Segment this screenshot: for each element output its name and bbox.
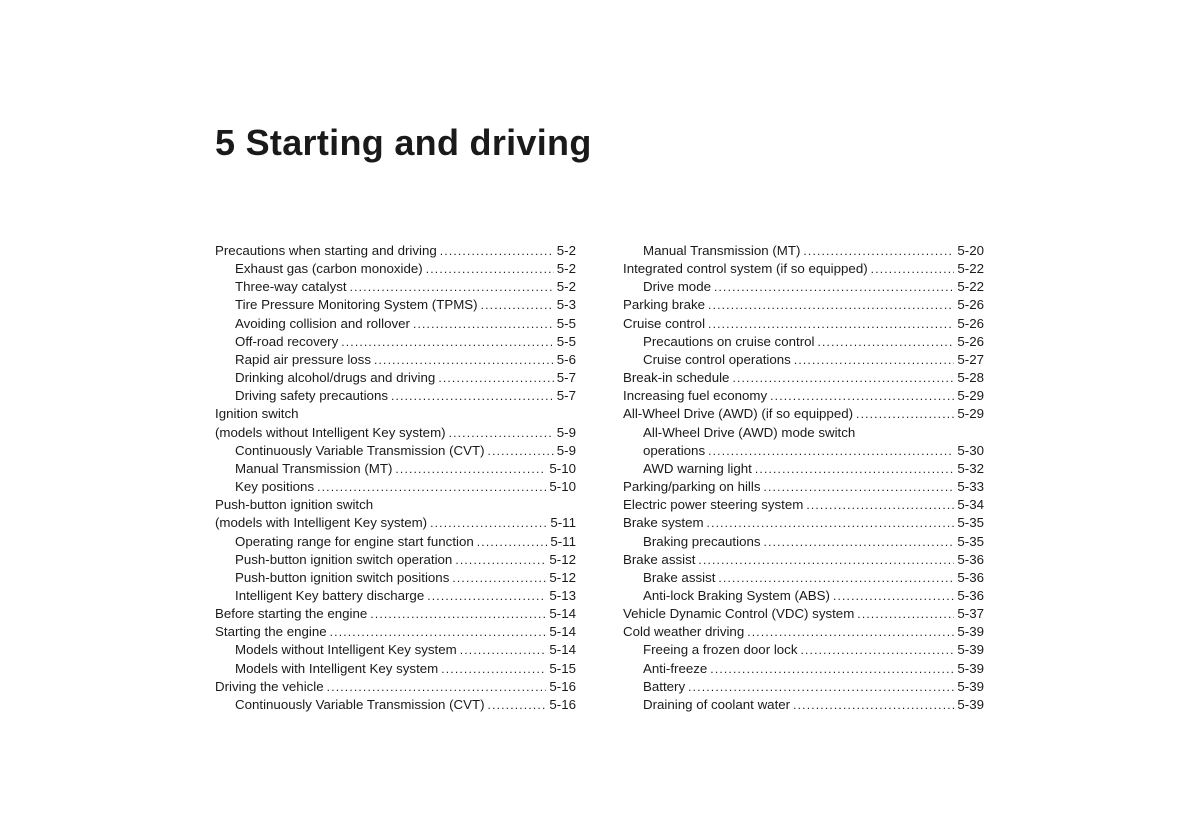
dot-leader <box>455 551 546 569</box>
toc-entry <box>215 369 576 387</box>
toc-entry <box>623 405 984 423</box>
toc-page-number: 5-22 <box>957 261 984 277</box>
toc-page-number: 5-29 <box>957 406 984 422</box>
toc-entry <box>623 387 984 405</box>
dot-leader <box>856 405 954 423</box>
toc-entry-label: Draining of coolant water <box>643 696 791 712</box>
toc-entry <box>215 278 576 296</box>
dot-leader <box>488 442 554 460</box>
toc-entry-label: Intelligent Key battery discharge <box>235 587 425 603</box>
toc-entry-label: Rapid air pressure loss <box>235 351 371 367</box>
toc-entry-label: Ignition switch <box>215 406 299 422</box>
dot-leader <box>732 369 954 387</box>
toc-entry <box>215 496 576 532</box>
toc-page-number: 5-14 <box>549 642 576 658</box>
dot-leader <box>708 315 954 333</box>
dot-leader <box>477 533 548 551</box>
toc-entry <box>215 242 576 260</box>
toc-entry-label: Continuously Variable Transmission (CVT) <box>235 696 485 712</box>
toc-entry-label: Exhaust gas (carbon monoxide) <box>235 261 423 277</box>
toc-entry <box>623 351 984 369</box>
toc-page-number: 5-28 <box>957 370 984 386</box>
toc-entry <box>623 569 984 587</box>
toc-page-number: 5-20 <box>957 243 984 258</box>
dot-leader <box>708 442 954 460</box>
toc-entry <box>623 333 984 351</box>
toc-entry-label: Increasing fuel economy <box>623 388 768 404</box>
toc-entry <box>623 369 984 387</box>
dot-leader <box>317 478 546 496</box>
dot-leader <box>395 460 546 478</box>
dot-leader <box>341 333 554 351</box>
toc-entry-label: Drinking alcohol/drugs and driving <box>235 370 436 386</box>
toc-entry-label: (models with Intelligent Key system) <box>215 515 428 531</box>
toc-entry-label: Freeing a frozen door lock <box>643 642 798 658</box>
toc-entry <box>623 514 984 532</box>
toc-entry <box>623 260 984 278</box>
toc-entry <box>215 460 576 478</box>
toc-entry <box>215 533 576 551</box>
toc-page-number: 5-27 <box>957 351 984 367</box>
dot-leader <box>764 533 955 551</box>
dot-leader <box>800 641 954 659</box>
dot-leader <box>391 387 554 405</box>
toc-entry <box>623 278 984 296</box>
toc-page-number: 5-9 <box>556 442 576 458</box>
toc-entry <box>215 569 576 587</box>
dot-leader <box>833 587 954 605</box>
toc-page-number: 5-39 <box>957 660 984 676</box>
toc-page-number: 5-2 <box>556 243 576 258</box>
toc-page-number: 5-9 <box>556 424 576 440</box>
toc-entry <box>215 551 576 569</box>
toc-page-number: 5-15 <box>549 660 576 676</box>
toc-page-number: 5-39 <box>957 624 984 640</box>
toc-entry-label: Off-road recovery <box>235 333 339 349</box>
toc-entry-label: Break-in schedule <box>623 370 730 386</box>
dot-leader <box>413 315 554 333</box>
toc-page-number: 5-14 <box>549 624 576 640</box>
toc-entry-label: Models without Intelligent Key system <box>235 642 457 658</box>
toc-entry <box>623 660 984 678</box>
dot-leader <box>440 242 554 260</box>
toc-page-number: 5-36 <box>957 569 984 585</box>
toc-page-number: 5-10 <box>549 460 576 476</box>
toc-entry-label: Cruise control <box>623 315 706 331</box>
toc-entry-label: Battery <box>643 678 686 694</box>
toc-entry <box>215 351 576 369</box>
dot-leader <box>438 369 553 387</box>
toc-entry <box>215 387 576 405</box>
dot-leader <box>707 514 955 532</box>
toc-entry-label: All-Wheel Drive (AWD) mode switch <box>643 424 856 440</box>
toc-entry <box>215 333 576 351</box>
toc-entry <box>215 605 576 623</box>
toc-entry-label: Operating range for engine start function <box>235 533 474 549</box>
toc-entry <box>623 315 984 333</box>
toc-entry <box>623 460 984 478</box>
toc-page-number: 5-11 <box>550 515 576 531</box>
toc-page-number: 5-13 <box>549 587 576 603</box>
toc-entry-label: Electric power steering system <box>623 497 804 513</box>
dot-leader <box>330 623 547 641</box>
toc-entry <box>623 242 984 260</box>
toc-page-number: 5-36 <box>957 587 984 603</box>
toc-entry-label: AWD warning light <box>643 460 752 476</box>
toc-entry-label: Driving the vehicle <box>215 678 324 694</box>
toc-page-number: 5-26 <box>957 297 984 313</box>
toc-page-number: 5-7 <box>556 370 576 386</box>
toc-entry <box>623 551 984 569</box>
toc-entry <box>623 641 984 659</box>
toc-page-number: 5-26 <box>957 333 984 349</box>
dot-leader <box>430 514 547 532</box>
toc-entry <box>623 496 984 514</box>
dot-leader <box>460 641 547 659</box>
dot-leader <box>871 260 955 278</box>
toc-page-number: 5-35 <box>957 515 984 531</box>
dot-leader <box>747 623 954 641</box>
toc-entry-label: Three-way catalyst <box>235 279 347 295</box>
dot-leader <box>817 333 954 351</box>
toc-entry <box>623 678 984 696</box>
toc-page-number: 5-3 <box>556 297 576 313</box>
toc-page-number: 5-33 <box>957 479 984 495</box>
toc-page-number: 5-5 <box>556 333 576 349</box>
toc-page-number: 5-10 <box>549 479 576 495</box>
dot-leader <box>763 478 954 496</box>
toc-column-left <box>215 242 576 714</box>
toc-entry-label: Cold weather driving <box>623 624 745 640</box>
toc-entry <box>215 478 576 496</box>
toc-entry-label: operations <box>643 442 706 458</box>
toc-page-number: 5-39 <box>957 696 984 712</box>
toc-entry-label: Key positions <box>235 479 315 495</box>
toc-page-number: 5-22 <box>957 279 984 295</box>
toc-entry-label: Starting the engine <box>215 624 327 640</box>
dot-leader <box>449 424 554 442</box>
dot-leader <box>718 569 954 587</box>
toc-page-number: 5-11 <box>550 533 576 549</box>
dot-leader <box>698 551 954 569</box>
toc-entry-label: Push-button ignition switch operation <box>235 551 453 567</box>
toc-entry-label: Parking brake <box>623 297 706 313</box>
toc-page-number: 5-29 <box>957 388 984 404</box>
toc-page-number: 5-34 <box>957 497 984 513</box>
toc-entry-label: Parking/parking on hills <box>623 479 761 495</box>
toc-entry <box>215 405 576 441</box>
toc-page-number: 5-2 <box>556 279 576 295</box>
dot-leader <box>427 587 546 605</box>
toc-entry-label: Driving safety precautions <box>235 388 388 404</box>
dot-leader <box>370 605 546 623</box>
toc-page-number: 5-7 <box>556 388 576 404</box>
toc-page-number: 5-39 <box>957 642 984 658</box>
toc-entry <box>215 296 576 314</box>
dot-leader <box>350 278 554 296</box>
toc-entry <box>623 696 984 714</box>
toc-entry-label: Models with Intelligent Key system <box>235 660 439 676</box>
toc-entry <box>215 587 576 605</box>
dot-leader <box>488 696 547 714</box>
dot-leader <box>714 278 954 296</box>
dot-leader <box>327 678 547 696</box>
dot-leader <box>857 605 954 623</box>
toc-page-number: 5-2 <box>556 261 576 277</box>
toc-entry-label: (models without Intelligent Key system) <box>215 424 446 440</box>
toc-entry <box>623 424 984 460</box>
dot-leader <box>452 569 546 587</box>
dot-leader <box>710 660 954 678</box>
chapter-title: 5 Starting and driving <box>215 122 592 163</box>
dot-leader <box>688 678 954 696</box>
toc-page-number: 5-14 <box>549 606 576 622</box>
toc-entry <box>215 623 576 641</box>
toc-entry <box>215 660 576 678</box>
dot-leader <box>481 296 554 314</box>
toc-entry-label: Integrated control system (if so equipped) <box>623 261 868 277</box>
dot-leader <box>441 660 546 678</box>
toc-page-number: 5-12 <box>549 551 576 567</box>
toc-entry-label: Avoiding collision and rollover <box>235 315 410 331</box>
toc-entry <box>623 605 984 623</box>
toc-page-number: 5-39 <box>957 678 984 694</box>
toc-entry-label: Anti-freeze <box>643 660 708 676</box>
toc-entry-label: Braking precautions <box>643 533 761 549</box>
toc-page-number: 5-35 <box>957 533 984 549</box>
toc-entry <box>623 623 984 641</box>
toc-entry <box>215 641 576 659</box>
toc-column-right <box>623 242 984 714</box>
toc-entry-label: Anti-lock Braking System (ABS) <box>643 587 830 603</box>
toc-entry <box>623 296 984 314</box>
dot-leader <box>708 296 954 314</box>
dot-leader <box>806 496 954 514</box>
toc-page-number: 5-6 <box>556 351 576 367</box>
toc-entry-label: Precautions when starting and driving <box>215 243 437 258</box>
toc-entry-label: Vehicle Dynamic Control (VDC) system <box>623 606 855 622</box>
toc-entry-label: Brake system <box>623 515 704 531</box>
toc-entry-label: Manual Transmission (MT) <box>235 460 393 476</box>
toc-entry-label: All-Wheel Drive (AWD) (if so equipped) <box>623 406 854 422</box>
dot-leader <box>770 387 954 405</box>
toc-entry <box>215 678 576 696</box>
toc-entry-label: Precautions on cruise control <box>643 333 815 349</box>
toc-entry-label: Before starting the engine <box>215 606 368 622</box>
toc-entry <box>623 478 984 496</box>
toc-entry-label: Manual Transmission (MT) <box>643 243 801 258</box>
dot-leader <box>374 351 554 369</box>
dot-leader <box>793 696 954 714</box>
toc-entry-label: Drive mode <box>643 279 711 295</box>
toc-entry-label: Push-button ignition switch <box>215 497 374 513</box>
toc-page-number: 5-12 <box>549 569 576 585</box>
dot-leader <box>794 351 955 369</box>
dot-leader <box>755 460 955 478</box>
toc-page-number: 5-36 <box>957 551 984 567</box>
toc-page-number: 5-16 <box>549 678 576 694</box>
toc-page-number: 5-32 <box>957 460 984 476</box>
toc-entry <box>215 260 576 278</box>
toc-entry-label: Brake assist <box>643 569 716 585</box>
toc-page-number: 5-5 <box>556 315 576 331</box>
toc-page-number: 5-30 <box>957 442 984 458</box>
toc-entry <box>623 587 984 605</box>
toc-entry-label: Tire Pressure Monitoring System (TPMS) <box>235 297 478 313</box>
toc-entry <box>215 696 576 714</box>
toc-entry-label: Continuously Variable Transmission (CVT) <box>235 442 485 458</box>
toc-entry <box>215 442 576 460</box>
toc-entry-label: Push-button ignition switch positions <box>235 569 450 585</box>
dot-leader <box>426 260 554 278</box>
toc-page-number: 5-26 <box>957 315 984 331</box>
toc-page-number: 5-16 <box>549 696 576 712</box>
toc-entry-label: Brake assist <box>623 551 696 567</box>
toc-entry-label: Cruise control operations <box>643 351 791 367</box>
toc-entry <box>215 315 576 333</box>
dot-leader <box>803 242 954 260</box>
toc-entry <box>623 533 984 551</box>
toc-page-number: 5-37 <box>957 606 984 622</box>
